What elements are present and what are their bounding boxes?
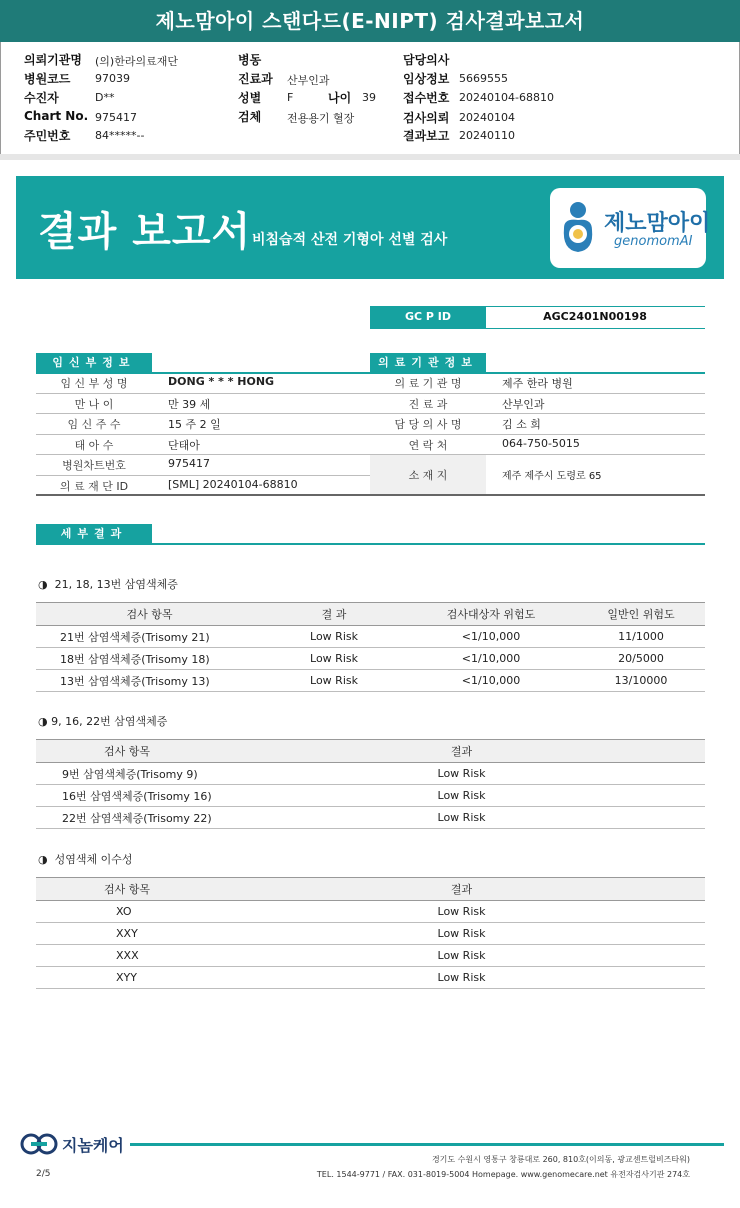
footer-contact: TEL. 1544-9771 / FAX. 031-8019-5004 Homepage. www.genomecare.net 유전자검사기관 274호 xyxy=(316,1170,690,1179)
pregnant-label: 병원차트번호 xyxy=(62,459,126,472)
info-label: 접수번호 xyxy=(403,91,450,105)
section1-title: 21, 18, 13번 삼염색체증 xyxy=(54,578,178,591)
table-cell: Low Risk xyxy=(218,923,705,945)
table-header-row xyxy=(36,878,705,901)
info-label: 결과보고 xyxy=(403,129,450,143)
table-header: 결과 xyxy=(218,740,705,763)
divider xyxy=(36,413,370,414)
institution-value: 김 소 희 xyxy=(502,418,541,431)
info-value: 84*****-- xyxy=(95,129,145,142)
institution-label: 담 당 의 사 명 xyxy=(394,418,462,431)
section3-heading xyxy=(38,851,133,867)
section1-heading xyxy=(38,576,178,592)
genomecare-logo-icon xyxy=(20,1133,60,1155)
info-label: 병원코드 xyxy=(24,72,71,86)
institution-info-tag: 의료기관정보 xyxy=(370,353,486,373)
table-cell: 16번 삼염색체증(Trisomy 16) xyxy=(36,785,218,807)
page-number: 2/5 xyxy=(36,1169,51,1179)
divider xyxy=(370,413,705,414)
info-value: 5669555 xyxy=(459,72,508,85)
info-value: 20240104-68810 xyxy=(459,91,554,104)
divider xyxy=(370,434,705,435)
table-header: 검사 항목 xyxy=(36,740,218,763)
table-cell: Low Risk xyxy=(218,785,705,807)
info-label: 임상정보 xyxy=(403,72,450,86)
table-cell: 21번 삼염색체증(Trisomy 21) xyxy=(36,626,263,648)
table-row xyxy=(36,967,705,989)
pregnant-label: 태 아 수 xyxy=(74,439,114,452)
table-row xyxy=(36,648,705,670)
info-label: 성별 xyxy=(238,91,262,105)
pregnant-label: 임 신 부 성 명 xyxy=(60,377,128,390)
table-header: 검사 항목 xyxy=(36,878,218,901)
table-header: 검사대상자 위험도 xyxy=(405,603,577,626)
logo-sub-text: genomomAI xyxy=(614,234,693,249)
info-value: 20240110 xyxy=(459,129,515,142)
pregnant-info-tag: 임신부정보 xyxy=(36,353,152,373)
info-value: 산부인과 xyxy=(287,74,330,87)
divider xyxy=(36,434,370,435)
info-label: 수진자 xyxy=(24,91,59,105)
table-cell: Low Risk xyxy=(218,901,705,923)
table-cell: 13번 삼염색체증(Trisomy 13) xyxy=(36,670,263,692)
divider xyxy=(370,393,705,394)
info-label: 나이 xyxy=(328,91,352,105)
info-value: 975417 xyxy=(95,111,137,124)
mother-baby-icon xyxy=(558,200,598,254)
table-cell: Low Risk xyxy=(218,807,705,829)
section2-heading xyxy=(38,713,167,729)
pregnant-value: [SML] 20240104-68810 xyxy=(168,478,298,491)
divider xyxy=(36,494,705,496)
table-cell: Low Risk xyxy=(218,945,705,967)
info-label: 병동 xyxy=(238,53,262,67)
institution-value: 제주 제주시 도령로 65 xyxy=(502,471,602,482)
half-circle-icon: ◑ xyxy=(38,853,48,866)
table-cell: XXX xyxy=(36,945,218,967)
institution-value: 064-750-5015 xyxy=(502,437,580,450)
pregnant-value: 15 주 2 일 xyxy=(168,418,221,431)
institution-label: 연 락 처 xyxy=(408,439,448,452)
pregnant-name: DONG * * * HONG xyxy=(168,375,275,388)
divider xyxy=(36,475,370,476)
gcp-id-label: GC P ID xyxy=(370,306,486,328)
table-cell: <1/10,000 xyxy=(405,670,577,692)
info-value: 전용용기 혈장 xyxy=(287,112,355,125)
table-header: 결 과 xyxy=(263,603,405,626)
info-label: 검사의뢰 xyxy=(403,111,450,125)
pregnant-value: 만 39 세 xyxy=(168,398,211,411)
divider xyxy=(486,306,705,307)
section3-title: 성염색체 이수성 xyxy=(54,853,133,866)
table-cell: 13/10000 xyxy=(577,670,705,692)
table-cell: 18번 삼염색체증(Trisomy 18) xyxy=(36,648,263,670)
table-cell: 9번 삼염색체증(Trisomy 9) xyxy=(36,763,218,785)
table-cell: XO xyxy=(36,901,218,923)
info-label: 진료과 xyxy=(238,72,273,86)
section2-title: 9, 16, 22번 삼염색체증 xyxy=(51,715,168,728)
info-label: Chart No. xyxy=(24,109,89,123)
info-value: F xyxy=(287,91,294,104)
table-cell: <1/10,000 xyxy=(405,648,577,670)
table-row xyxy=(36,945,705,967)
institution-value: 제주 한라 병원 xyxy=(502,377,573,390)
institution-label: 소 재 지 xyxy=(408,469,448,482)
info-value: (의)한라의료재단 xyxy=(95,55,178,68)
logo-main-text: 제노맘아이 xyxy=(604,211,711,236)
divider xyxy=(370,372,705,374)
table-cell: 20/5000 xyxy=(577,648,705,670)
divider xyxy=(0,154,740,160)
table-header: 일반인 위험도 xyxy=(577,603,705,626)
info-value: D** xyxy=(95,91,115,104)
table-cell: XXY xyxy=(36,923,218,945)
table-row xyxy=(36,626,705,648)
info-label: 담당의사 xyxy=(403,53,450,67)
table-cell: Low Risk xyxy=(263,626,405,648)
half-circle-icon: ◑ xyxy=(38,715,48,728)
table-header: 검사 항목 xyxy=(36,603,263,626)
half-circle-icon: ◑ xyxy=(38,578,48,591)
table-cell: Low Risk xyxy=(263,648,405,670)
report-subtitle: 비침습적 산전 기형아 선별 검사 xyxy=(252,232,448,248)
info-value: 39 xyxy=(362,91,376,104)
table-header-row xyxy=(36,603,705,626)
table-cell: Low Risk xyxy=(218,967,705,989)
footer-logo-text: 지놈케어 xyxy=(62,1136,124,1155)
institution-value: 산부인과 xyxy=(502,398,545,411)
table-header: 결과 xyxy=(218,878,705,901)
report-banner-title: 제노맘아이 스탠다드(E-NIPT) 검사결과보고서 xyxy=(0,0,740,42)
table-cell: <1/10,000 xyxy=(405,626,577,648)
divider xyxy=(36,543,705,545)
section3-table xyxy=(36,877,705,989)
table-row xyxy=(36,923,705,945)
table-cell: 22번 삼염색체증(Trisomy 22) xyxy=(36,807,218,829)
institution-label: 의 료 기 관 명 xyxy=(394,377,462,390)
table-row xyxy=(36,807,705,829)
divider xyxy=(36,372,370,374)
table-row xyxy=(36,763,705,785)
section1-table xyxy=(36,602,705,692)
table-cell: XYY xyxy=(36,967,218,989)
pregnant-value: 975417 xyxy=(168,457,210,470)
table-cell: Low Risk xyxy=(218,763,705,785)
pregnant-label: 의 료 재 단 ID xyxy=(59,480,129,493)
footer-divider xyxy=(130,1143,724,1146)
divider xyxy=(36,454,370,455)
table-row xyxy=(36,901,705,923)
gcp-id-value: AGC2401N00198 xyxy=(543,310,647,323)
detail-result-tag: 세부결과 xyxy=(36,524,152,544)
pregnant-label: 임 신 주 수 xyxy=(67,418,121,431)
report-title: 결과 보고서 xyxy=(38,209,252,255)
section2-table xyxy=(36,739,705,829)
table-row xyxy=(36,670,705,692)
pregnant-label: 만 나 이 xyxy=(74,398,114,411)
divider xyxy=(36,393,370,394)
info-value: 20240104 xyxy=(459,111,515,124)
footer-address: 경기도 수원시 영통구 창룡대로 260, 810호(이의동, 광교센트럴비즈타워) xyxy=(431,1155,690,1164)
table-header-row xyxy=(36,740,705,763)
institution-label: 진 료 과 xyxy=(408,398,448,411)
divider xyxy=(370,328,705,329)
info-label: 검체 xyxy=(238,110,262,124)
table-cell: 11/1000 xyxy=(577,626,705,648)
pregnant-value: 단태아 xyxy=(168,439,200,452)
table-cell: Low Risk xyxy=(263,670,405,692)
info-value: 97039 xyxy=(95,72,130,85)
table-row xyxy=(36,785,705,807)
info-label: 의뢰기관명 xyxy=(24,53,82,67)
info-label: 주민번호 xyxy=(24,129,71,143)
